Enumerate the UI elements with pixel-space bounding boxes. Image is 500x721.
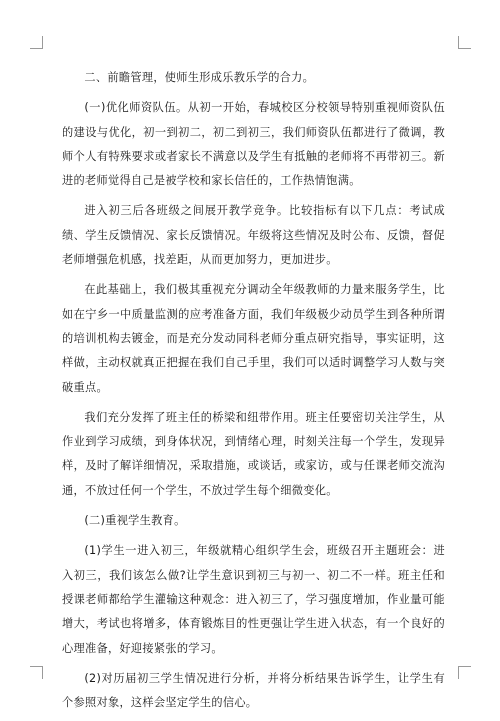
paragraph-class-competition: 进入初三后各班级之间展开教学竞争。比较指标有以下几点：考试成绩、学生反馈情况、家长反馈情况。年级将这些情况及时公布、反馈，督促老师增强危机感，找差距，从而更加努力，更加进步。 xyxy=(62,204,445,267)
crop-mark-top-right xyxy=(458,36,471,49)
paragraph-item-1: (1)学生一进入初三，年级就精心组织学生会，班级召开主题班会：进入初三，我们该怎么做?让学生意识到初三与初一、初二不一样。班主任和授课老师都给学生灌输这种观念：进入初三了，学习强度增加，作业量可能增大，考试也将增多，体育锻炼目的性更强让学生进入状态，有一个良好的心理准备，好迎接紧张的学习。 xyxy=(62,544,445,655)
paragraph-optimize-teachers: (一)优化师资队伍。从初一开始，春城校区分校领导特别重视师资队伍的建设与优化，初一到初二，初二到初三，我们师资队伍都进行了微调，教师个人有特殊要求或者家长不满意以及学生有抵触的老师将不再带初三。新进的老师觉得自己是被学校和家长信任的，工作热情饱满。 xyxy=(62,101,445,188)
crop-mark-top-left xyxy=(30,36,43,49)
section-heading-management: 二、前瞻管理，使师生形成乐教乐学的合力。 xyxy=(84,71,315,84)
crop-mark-bottom-right xyxy=(458,666,471,679)
subheading-student-education: (二)重视学生教育。 xyxy=(84,514,186,528)
document-body xyxy=(62,66,445,721)
crop-mark-bottom-left xyxy=(30,666,43,679)
paragraph-item-2: (2)对历届初三学生情况进行分析，并将分析结果告诉学生，让学生有个参照对象，这样会坚定学生的信心。 xyxy=(62,671,445,710)
paragraph-head-teacher-role: 我们充分发挥了班主任的桥梁和纽带作用。班主任要密切关注学生，从作业到学习成绩，到身体状况，到情绪心理，时刻关注每一个学生，发现异样，及时了解详细情况，采取措施，或谈话，或家访，或与任课老师交流沟通，不放过任何一个学生，不放过学生每个细微变化。 xyxy=(62,410,445,497)
paragraph-teacher-strength: 在此基础上，我们极其重视充分调动全年级教师的力量来服务学生，比如在宁乡一中质量监测的应考准备方面，我们年级极少动员学生到各种所谓的培训机构去镀金，而是充分发动同科老师分重点研究指导，事实证明，这样做，主动权就真正把握在我们自己手里，我们可以适时调整学习人数与突破重点。 xyxy=(62,283,445,394)
